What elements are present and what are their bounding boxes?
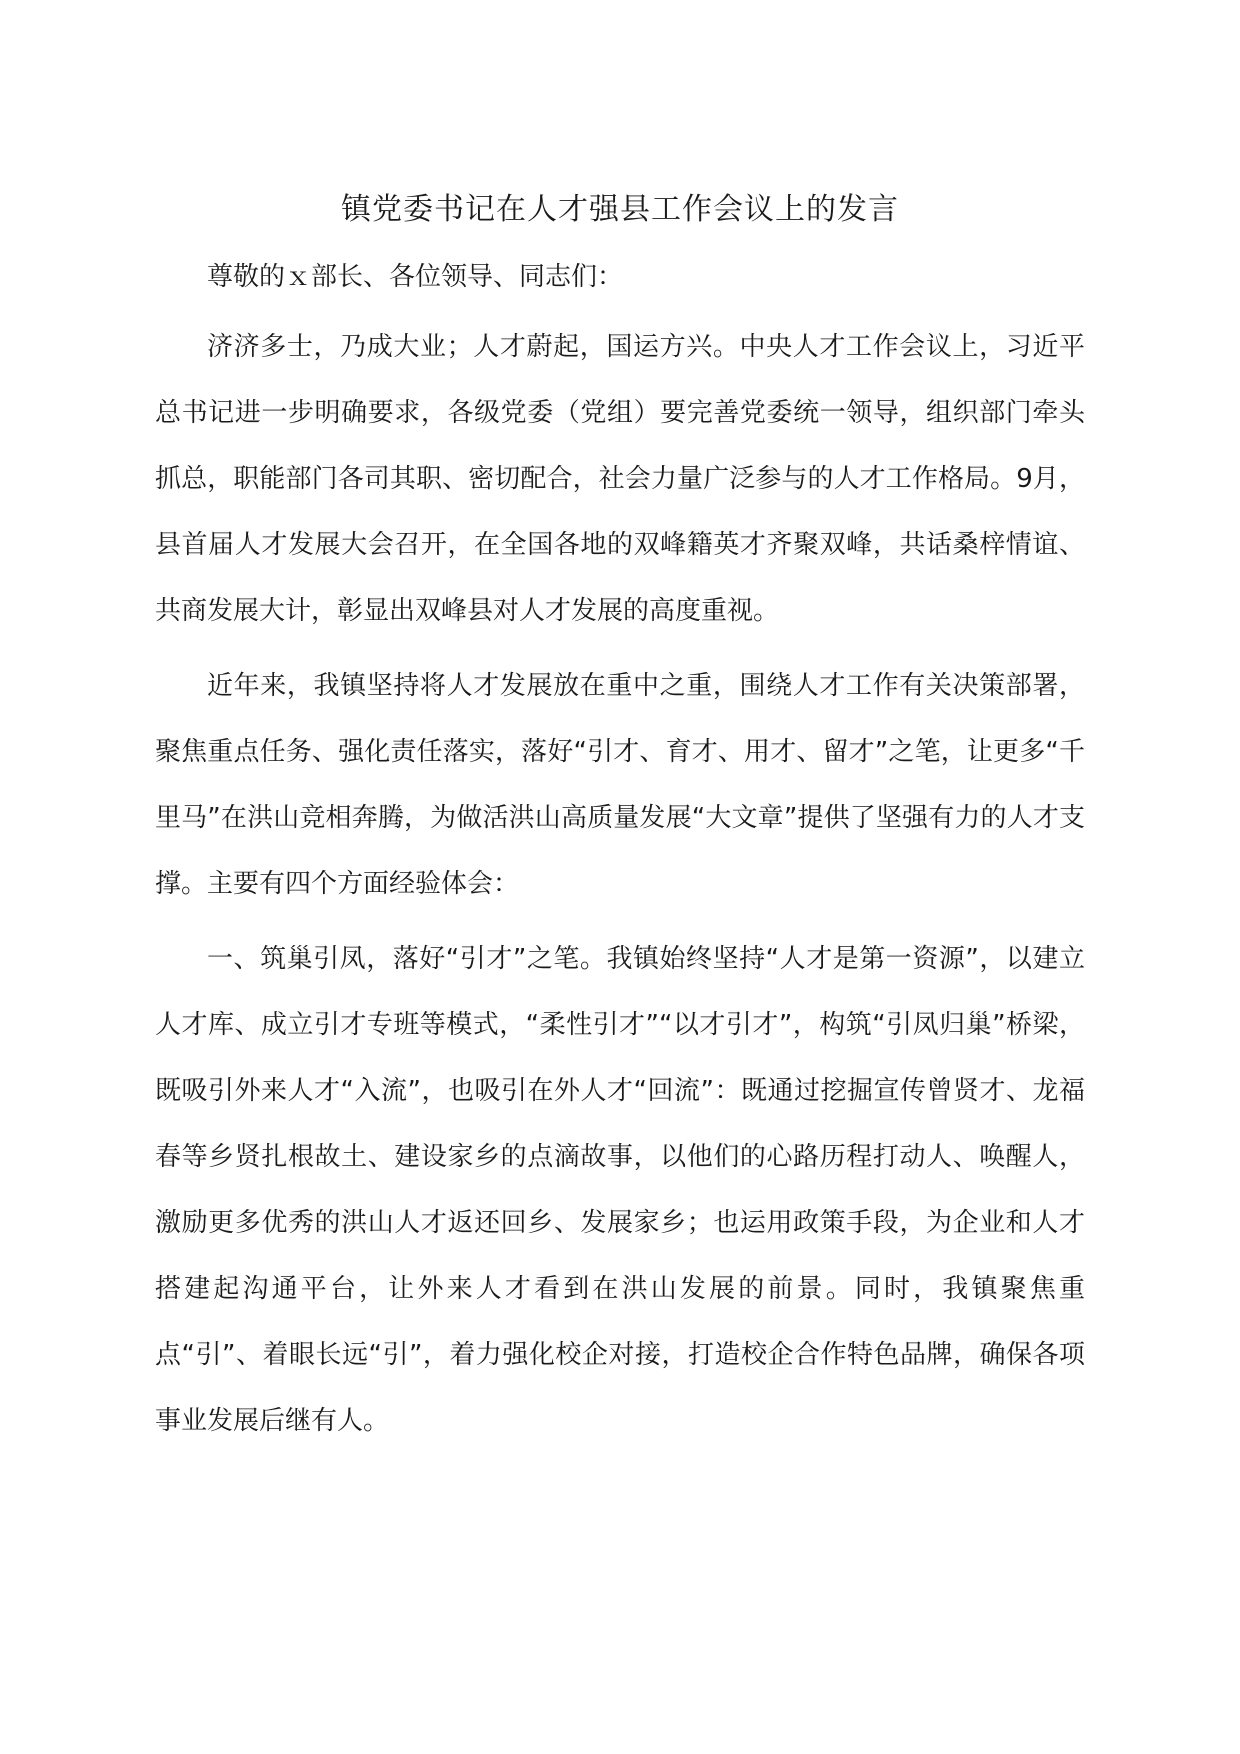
salutation: 尊敬的ｘ部长、各位领导、同志们： — [207, 262, 624, 292]
paragraph-overview: 近年来，我镇坚持将人才发展放在重中之重，围绕人才工作有关决策部署，聚焦重点任务、强化责任落实，落好“引才、育才、用才、留才”之笔，让更多“千里马”在洪山竞相奔腾，为做活洪山高质量发展“大文章”提供了坚强有力的人才支撑。主要有四个方面经验体会： — [155, 671, 1085, 899]
document-title: 镇党委书记在人才强县工作会议上的发言 — [341, 192, 899, 227]
paragraph-section-one: 一、筑巢引凤，落好“引才”之笔。我镇始终坚持“人才是第一资源”，以建立人才库、成立引才专班等模式，“柔性引才”“以才引才”，构筑“引凤归巢”桥梁，既吸引外来人才“入流”，也吸引在外人才“回流”：既通过挖掘宣传曾贤才、龙福春等乡贤扎根故土、建设家乡的点滴故事，以他们的心路历程打动人、唤醒人，激励更多优秀的洪山人才返还回乡、发展家乡；也运用政策手段，为企业和人才搭建起沟通平台，让外来人才看到在洪山发展的前景。同时，我镇聚焦重点“引”、着眼长远“引”，着力强化校企对接，打造校企合作特色品牌，确保各项事业发展后继有人。 — [155, 944, 1085, 1436]
paragraph-intro: 济济多士，乃成大业；人才蔚起，国运方兴。中央人才工作会议上，习近平总书记进一步明确要求，各级党委（党组）要完善党委统一领导，组织部门牵头抓总，职能部门各司其职、密切配合，社会力量广泛参与的人才工作格局。9月，县首届人才发展大会召开，在全国各地的双峰籍英才齐聚双峰，共话桑梓情谊、共商发展大计，彰显出双峰县对人才发展的高度重视。 — [155, 332, 1085, 626]
